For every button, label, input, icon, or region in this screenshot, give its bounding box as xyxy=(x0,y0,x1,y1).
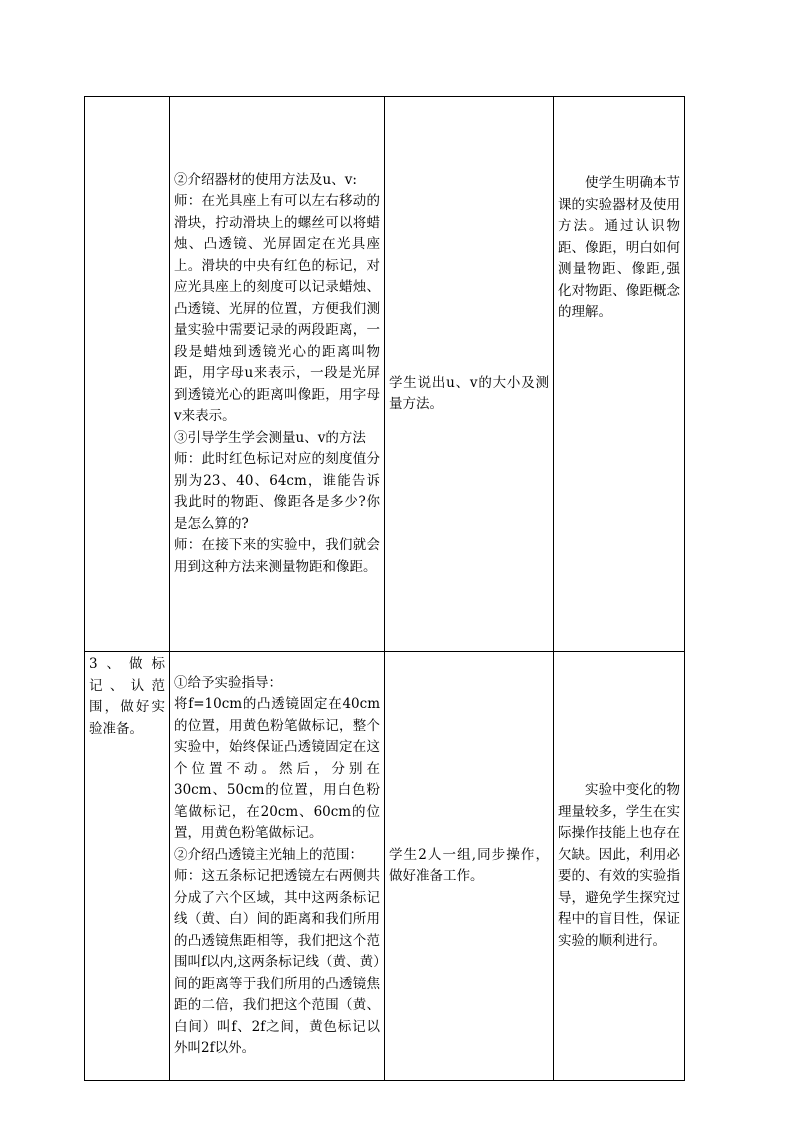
intent-text: 使学生明确本节课的实验器材及使用方法。通过认识物距、像距，明白如何测量物距、像距,强化对物距、像距概念的理解。 xyxy=(558,175,680,320)
step-cell xyxy=(85,652,170,1081)
teacher-text: 将f=10cm的凸透镜固定在40cm的位置，用黄色粉笔做标记，整个实验中，始终保证凸透镜固定在这个位置不动。然后，分别在30cm、50cm的位置，用白色粉笔做标记，在20cm、60cm的位置，用黄色粉笔做标记。 xyxy=(174,696,380,841)
design-intent-cell xyxy=(554,97,685,652)
teacher-text: 师：此时红色标记对应的刻度值分别为23、40、64cm，谁能告诉我此时的物距、像距各是多少?你是怎么算的? xyxy=(174,451,380,532)
step-text: 3、做标记、认范围，做好实验准备。 xyxy=(89,656,165,737)
design-intent-cell xyxy=(554,652,685,1081)
lesson-plan-table xyxy=(84,96,685,1081)
teacher-text: 师：在接下来的实验中，我们就会用到这种方法来测量物距和像距。 xyxy=(174,537,380,575)
student-activity-cell xyxy=(385,97,554,652)
intent-text: 实验中变化的物理量较多，学生在实际操作技能上也存在欠缺。因此，利用必要的、有效的实验指导，避免学生探究过程中的盲目性，保证实验的顺利进行。 xyxy=(558,782,680,949)
teacher-activity-cell xyxy=(170,97,385,652)
table-row xyxy=(85,652,685,1081)
teacher-text: ③引导学生学会测量u、v的方法 xyxy=(174,429,366,446)
student-activity-cell xyxy=(385,652,554,1081)
student-text: 学生说出u、v的大小及测量方法。 xyxy=(389,374,549,412)
teacher-text: ①给予实验指导： xyxy=(174,674,282,691)
student-text: 学生2人一组,同步操作，做好准备工作。 xyxy=(389,846,549,884)
table-row xyxy=(85,97,685,652)
teacher-activity-cell xyxy=(170,652,385,1081)
teacher-text: ②介绍器材的使用方法及u、v: xyxy=(174,171,357,188)
teacher-text: 师：在光具座上有可以左右移动的滑块，拧动滑块上的螺丝可以将蜡烛、凸透镜、光屏固定在光具座上。滑块的中央有红色的标记，对应光具座上的刻度可以记录蜡烛、凸透镜、光屏的位置，方便我们测量实验中需要记录的两段距离，一段是蜡烛到透镜光心的距离叫物距，用字母u来表示，一段是光屏到透镜光心的距离叫像距，用字母v来表示。 xyxy=(174,193,380,425)
step-text xyxy=(89,97,165,99)
step-cell xyxy=(85,97,170,652)
teacher-text: ②介绍凸透镜主光轴上的范围： xyxy=(174,846,363,863)
teacher-text: 师：这五条标记把透镜左右两侧共分成了六个区域，其中这两条标记线（黄、白）间的距离和我们所用的凸透镜焦距相等，我们把这个范围叫f以内,这两条标记线（黄、黄）间的距离等于我们所用的凸透镜焦距的二倍，我们把这个范围（黄、白间）叫f、2f之间，黄色标记以外叫2f以外。 xyxy=(174,868,380,1056)
